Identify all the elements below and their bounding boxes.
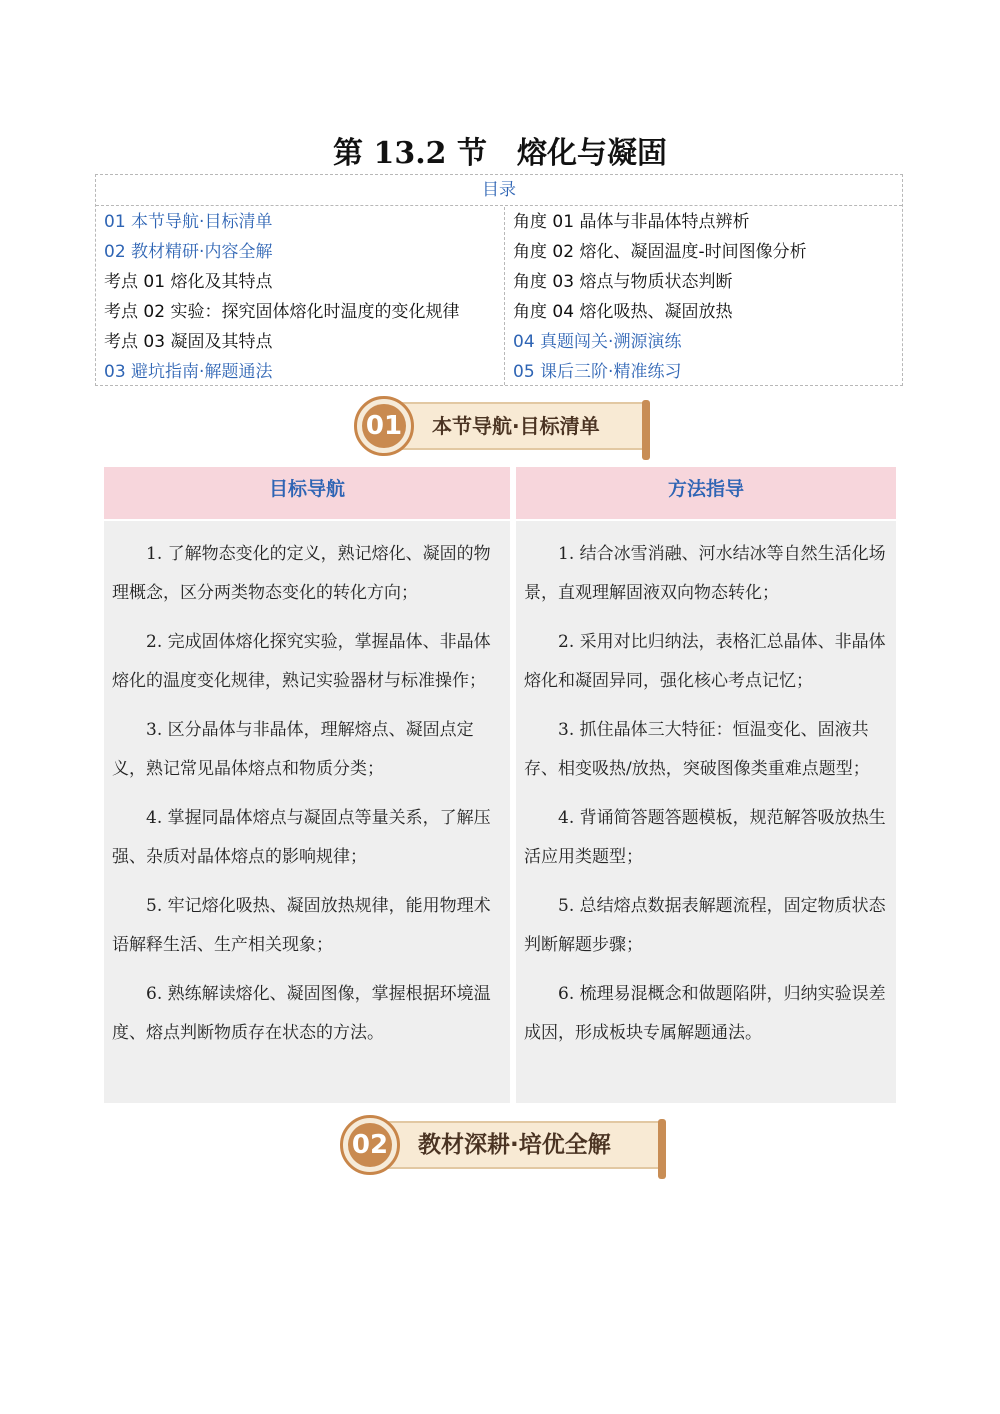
section-number-badge [354,396,414,456]
toc-item[interactable]: 05 课后三阶·精准练习 [513,362,682,382]
banner-scroll [388,1121,660,1169]
toc-item[interactable]: 角度 04 熔化吸热、凝固放热 [513,302,733,322]
goal-item: 1. 了解物态变化的定义，熟记熔化、凝固的物理概念，区分两类物态变化的转化方向； [112,544,491,603]
method-item: 6. 梳理易混概念和做题陷阱，归纳实验误差成因，形成板块专属解题通法。 [524,984,886,1043]
methods-cell [516,521,896,1103]
page-title: 第 13.2 节 熔化与凝固 [333,136,667,171]
table-of-contents [95,174,903,386]
toc-item[interactable]: 角度 02 熔化、凝固温度-时间图像分析 [513,242,807,262]
scroll-end-rod [658,1119,666,1179]
toc-item[interactable]: 04 真题闯关·溯源演练 [513,332,682,352]
section-banner-01 [354,396,654,460]
banner-label: 本节导航·目标清单 [432,414,600,438]
toc-item[interactable]: 02 教材精研·内容全解 [104,242,273,262]
goal-item: 5. 牢记熔化吸热、凝固放热规律，能用物理术语解释生活、生产相关现象； [112,896,491,955]
toc-item[interactable]: 考点 01 熔化及其特点 [104,272,273,292]
toc-item[interactable]: 角度 01 晶体与非晶体特点辨析 [513,212,750,232]
section-number-badge [340,1115,400,1175]
method-item: 1. 结合冰雪消融、河水结冰等自然生活化场景，直观理解固液双向物态转化； [524,544,886,603]
section-banner-02 [340,1115,670,1179]
goal-item: 2. 完成固体熔化探究实验，掌握晶体、非晶体熔化的温度变化规律，熟记实验器材与标准操作； [112,632,491,691]
goal-item: 3. 区分晶体与非晶体，理解熔点、凝固点定义，熟记常见晶体熔点和物质分类； [112,720,474,779]
toc-item[interactable]: 考点 02 实验：探究固体熔化时温度的变化规律 [104,302,460,322]
toc-left-column [104,207,494,385]
toc-item[interactable]: 01 本节导航·目标清单 [104,212,273,232]
method-item: 3. 抓住晶体三大特征：恒温变化、固液共存、相变吸热/放热，突破图像类重难点题型； [524,720,870,779]
goals-table [104,467,896,1103]
goal-item: 4. 掌握同晶体熔点与凝固点等量关系，了解压强、杂质对晶体熔点的影响规律； [112,808,491,867]
banner-scroll [402,402,644,450]
method-item: 2. 采用对比归纳法，表格汇总晶体、非晶体熔化和凝固异同，强化核心考点记忆； [524,632,886,691]
section-number: 01 [362,404,406,448]
toc-heading: 目录 [96,175,902,206]
toc-item[interactable]: 03 避坑指南·解题通法 [104,362,273,382]
goals-cell [104,521,510,1103]
scroll-end-rod [642,400,650,460]
goals-header: 目标导航 [104,467,510,519]
section-number: 02 [348,1123,392,1167]
goal-item: 6. 熟练解读熔化、凝固图像，掌握根据环境温度、熔点判断物质存在状态的方法。 [112,984,491,1043]
toc-item[interactable]: 角度 03 熔点与物质状态判断 [513,272,733,292]
toc-right-column [504,207,896,385]
toc-item[interactable]: 考点 03 凝固及其特点 [104,332,273,352]
method-item: 4. 背诵简答题答题模板，规范解答吸放热生活应用类题型； [524,808,886,867]
method-item: 5. 总结熔点数据表解题流程，固定物质状态判断解题步骤； [524,896,886,955]
banner-label: 教材深耕·培优全解 [418,1132,611,1158]
methods-header: 方法指导 [516,467,896,519]
